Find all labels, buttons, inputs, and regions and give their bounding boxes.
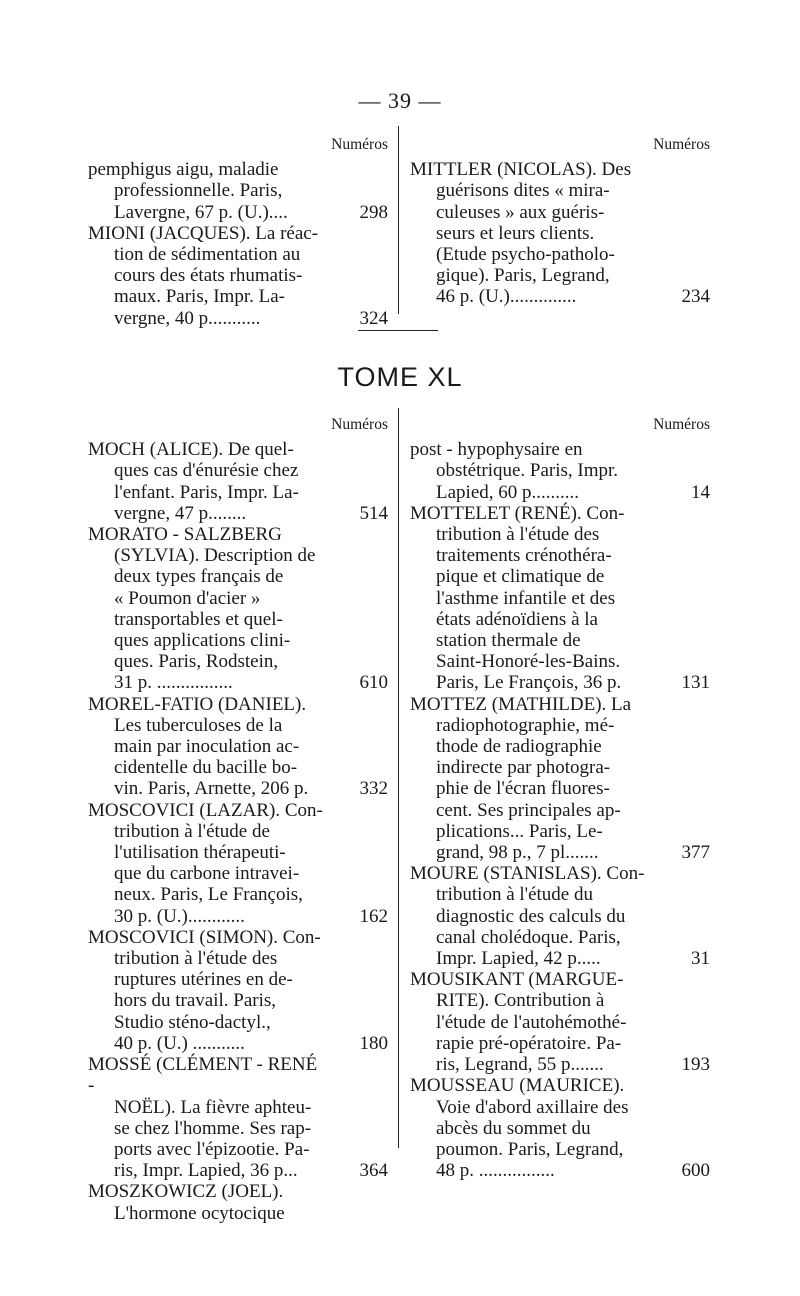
bibliography-entry — [88, 524, 388, 694]
entry-number: 162 — [359, 905, 388, 927]
entry-line: abcès du sommet du — [436, 1117, 591, 1139]
bibliography-entry — [88, 694, 388, 800]
entry-line: (Etude psycho-patholo- — [436, 244, 615, 266]
entry-line: « Poumon d'acier » — [114, 587, 261, 609]
top-right-entries — [410, 159, 710, 307]
entry-line: MOTTEZ (MATHILDE). La — [410, 693, 632, 715]
entry-line: l'utilisation thérapeuti- — [114, 842, 286, 864]
entry-line: traitements crénothéra- — [436, 545, 612, 567]
bottom-right-column — [410, 414, 710, 1181]
entry-line: MIONI (JACQUES). La réac- — [88, 222, 319, 244]
bottom-left-column — [88, 414, 388, 1224]
entry-line: 40 p. (U.) ........... — [114, 1032, 245, 1054]
entry-line: vergne, 47 p........ — [114, 502, 247, 524]
entry-line: MORATO - SALZBERG — [88, 524, 282, 546]
entry-line: cours des états rhumatis- — [114, 265, 303, 287]
entry-line: vin. Paris, Arnette, 206 p. — [114, 778, 309, 800]
entry-number: 131 — [681, 672, 710, 694]
entry-line: se chez l'homme. Ses rap- — [114, 1117, 312, 1139]
entry-number: 514 — [359, 502, 388, 524]
entry-line: MOURE (STANISLAS). Con- — [410, 863, 645, 885]
entry-line: deux types français de — [114, 566, 284, 588]
entry-line: cidentelle du bacille bo- — [114, 757, 298, 779]
entry-line: seurs et leurs clients. — [436, 222, 595, 244]
bibliography-entry — [410, 503, 710, 694]
bibliography-entry — [88, 159, 388, 223]
entry-line: station thermale de — [436, 630, 581, 652]
entry-line: RITE). Contribution à — [436, 990, 605, 1012]
entry-number: 14 — [691, 481, 710, 503]
top-left-column — [88, 134, 388, 329]
entry-line: Lapied, 60 p.......... — [436, 481, 580, 503]
entry-line: grand, 98 p., 7 pl....... — [436, 842, 599, 864]
bibliography-entry — [410, 863, 710, 969]
entry-number: 234 — [681, 286, 710, 308]
entry-line: 31 p. ................ — [114, 672, 233, 694]
entry-line: thode de radiographie — [436, 736, 602, 758]
entry-number: 324 — [359, 307, 388, 329]
bibliography-entry — [88, 1054, 388, 1181]
entry-number: 377 — [681, 842, 710, 864]
entry-line: Studio sténo-dactyl., — [114, 1011, 271, 1033]
entry-line: cent. Ses principales ap- — [436, 799, 621, 821]
entry-line: professionnelle. Paris, — [114, 180, 283, 202]
entry-line: Lavergne, 67 p. (U.).... — [114, 201, 288, 223]
entry-line: 48 p. ................ — [436, 1160, 555, 1182]
entry-line: ris, Legrand, 55 p....... — [436, 1054, 604, 1076]
entry-line: MOUSIKANT (MARGUE- — [410, 969, 624, 991]
entry-line: indirecte par photogra- — [436, 757, 611, 779]
entry-line: MOREL-FATIO (DANIEL). — [88, 693, 307, 715]
entry-line: ris, Impr. Lapied, 36 p... — [114, 1160, 298, 1182]
entry-line: hors du travail. Paris, — [114, 990, 277, 1012]
tome-title: TOME XL — [337, 362, 463, 392]
entry-line: 46 p. (U.).............. — [436, 286, 577, 308]
entry-line: rapie pré-opératoire. Pa- — [436, 1032, 622, 1054]
entry-line: MITTLER (NICOLAS). Des — [410, 159, 632, 181]
entry-number: 600 — [681, 1160, 710, 1182]
entry-line: obstétrique. Paris, Impr. — [436, 460, 619, 482]
bibliography-entry — [88, 800, 388, 927]
bibliography-entry — [410, 1075, 710, 1181]
entry-line: MOTTELET (RENÉ). Con- — [410, 502, 625, 524]
entry-line: diagnostic des calculs du — [436, 905, 626, 927]
entry-line: main par inoculation ac- — [114, 736, 300, 758]
entry-line: post - hypophysaire en — [410, 439, 583, 461]
entry-line: Voie d'abord axillaire des — [436, 1096, 629, 1118]
bottom-left-entries — [88, 439, 388, 1224]
entry-line: Impr. Lapied, 42 p..... — [436, 948, 601, 970]
numeros-label: Numéros — [331, 136, 388, 153]
entry-line: tribution à l'étude de — [114, 820, 270, 842]
entry-line: pique et climatique de — [436, 566, 605, 588]
bibliography-entry — [410, 439, 710, 503]
entry-line: tribution à l'étude des — [436, 524, 600, 546]
top-left-entries — [88, 159, 388, 329]
entry-line: guérisons dites « mira- — [436, 180, 610, 202]
entry-line: MOSCOVICI (SIMON). Con- — [88, 926, 321, 948]
entry-line: 30 p. (U.)............ — [114, 905, 245, 927]
entry-line: maux. Paris, Impr. La- — [114, 286, 285, 308]
entry-line: MOSZKOWICZ (JOEL). — [88, 1181, 284, 1203]
section-separator — [358, 330, 438, 331]
bottom-vertical-rule — [398, 408, 399, 1148]
entry-line: MOUSSEAU (MAURICE). — [410, 1075, 625, 1097]
entry-line: plications... Paris, Le- — [436, 820, 603, 842]
entry-line: l'enfant. Paris, Impr. La- — [114, 481, 299, 503]
entry-line: Paris, Le François, 36 p. — [436, 672, 622, 694]
page-number: — 39 — — [358, 88, 442, 113]
entry-number: 364 — [359, 1160, 388, 1182]
entry-line: l'asthme infantile et des — [436, 587, 616, 609]
entry-number: 180 — [359, 1032, 388, 1054]
entry-line: (SYLVIA). Description de — [114, 545, 316, 567]
entry-number: 31 — [691, 948, 710, 970]
entry-number: 193 — [681, 1054, 710, 1076]
entry-line: ques. Paris, Rodstein, — [114, 651, 279, 673]
entry-line: pemphigus aigu, maladie — [88, 159, 279, 181]
entry-line: tribution à l'étude du — [436, 884, 593, 906]
entry-line: ruptures utérines en de- — [114, 969, 293, 991]
entry-line: L'hormone ocytocique — [114, 1202, 285, 1224]
entry-line: culeuses » aux guéris- — [436, 201, 605, 223]
entry-line: tribution à l'étude des — [114, 948, 278, 970]
entry-line: vergne, 40 p........... — [114, 307, 261, 329]
bibliography-entry — [88, 927, 388, 1054]
bibliography-entry — [410, 694, 710, 864]
entry-line: ques cas d'énurésie chez — [114, 460, 299, 482]
entry-line: Les tuberculoses de la — [114, 714, 283, 736]
bottom-right-entries — [410, 439, 710, 1181]
entry-line: poumon. Paris, Legrand, — [436, 1138, 624, 1160]
top-vertical-rule — [398, 126, 399, 314]
bibliography-entry — [88, 439, 388, 524]
bibliography-entry — [88, 223, 388, 329]
bibliography-entry — [88, 1181, 388, 1223]
entry-line: neux. Paris, Le François, — [114, 884, 303, 906]
entry-number: 610 — [359, 672, 388, 694]
entry-line: ports avec l'épizootie. Pa- — [114, 1138, 310, 1160]
entry-line: transportables et quel- — [114, 608, 283, 630]
entry-line: que du carbone intravei- — [114, 863, 300, 885]
entry-line: NOËL). La fièvre aphteu- — [114, 1096, 312, 1118]
top-right-column — [410, 134, 710, 308]
entry-line: radiophotographie, mé- — [436, 714, 615, 736]
entry-number: 298 — [359, 201, 388, 223]
entry-line: MOCH (ALICE). De quel- — [88, 439, 294, 461]
entry-line: gique). Paris, Legrand, — [436, 265, 610, 287]
entry-line: ques applications clini- — [114, 630, 291, 652]
entry-line: MOSSÉ (CLÉMENT - RENÉ - — [88, 1054, 318, 1097]
numeros-label: Numéros — [331, 416, 388, 433]
numeros-label: Numéros — [653, 136, 710, 153]
entry-line: canal cholédoque. Paris, — [436, 926, 621, 948]
bibliography-entry — [410, 969, 710, 1075]
entry-line: tion de sédimentation au — [114, 244, 301, 266]
numeros-label: Numéros — [653, 416, 710, 433]
entry-number: 332 — [359, 778, 388, 800]
entry-line: l'étude de l'autohémothé- — [436, 1011, 627, 1033]
entry-line: Saint-Honoré-les-Bains. — [436, 651, 621, 673]
bibliography-entry — [410, 159, 710, 307]
entry-line: phie de l'écran fluores- — [436, 778, 610, 800]
entry-line: états adénoïdiens à la — [436, 608, 598, 630]
entry-line: MOSCOVICI (LAZAR). Con- — [88, 799, 323, 821]
